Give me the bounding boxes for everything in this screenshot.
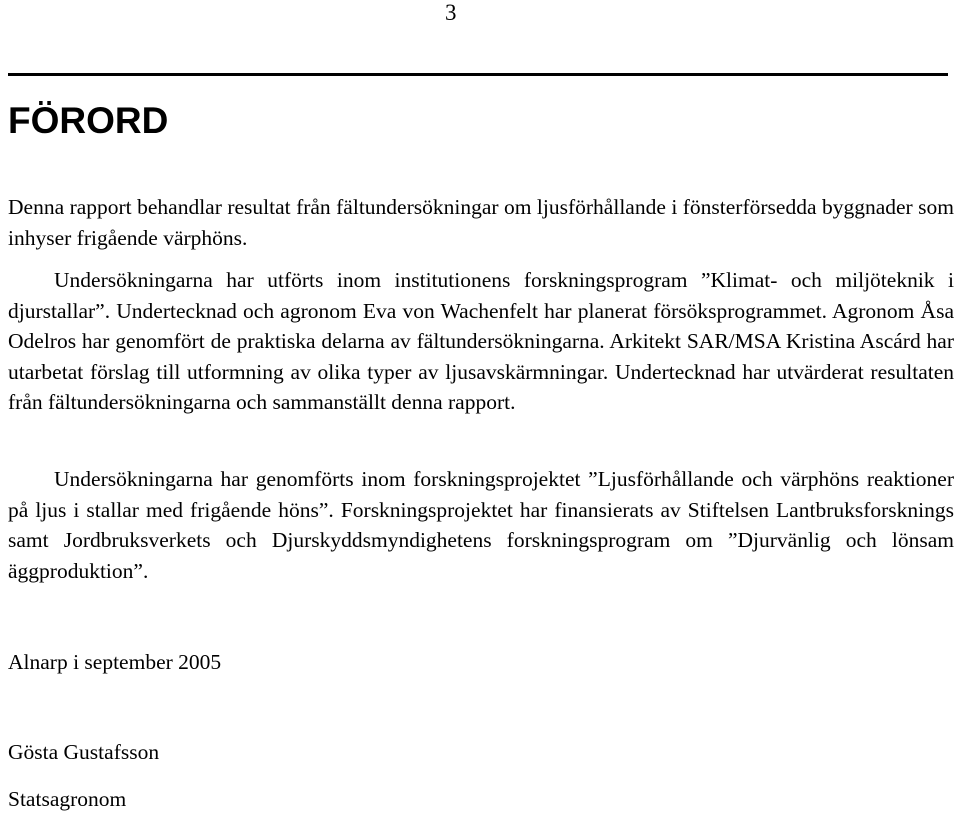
paragraph-intro: Denna rapport behandlar resultat från fältundersökningar om ljusförhållande i fönsterförsedda byggnader som inhyser frigående värphöns.	[8, 195, 954, 250]
signature-title: Statsagronom	[8, 787, 127, 811]
signature-name: Gösta Gustafsson	[8, 740, 160, 764]
paragraph-research-program: Undersökningarna har utförts inom institutionens forskningsprogram ”Klimat- och miljöteknik i djurstallar”. Undertecknad och agronom Eva von Wachenfelt har planerat försöksprogrammet. Agronom Åsa Odelros har genomfört de praktiska delarna av fältundersökningarna. Arkitekt SAR/MSA Kristina Ascárd har utarbetat förslag till utformning av olika typer av ljusavskärmningar. Undertecknad har utvärderat resultaten från fältundersökningarna och sammanställt denna rapport.	[8, 268, 954, 414]
page-number: 3	[445, 0, 457, 25]
place-date: Alnarp i september 2005	[8, 650, 222, 674]
header-rule	[8, 73, 948, 76]
page-title: FÖRORD	[8, 100, 169, 141]
paragraph-funding: Undersökningarna har genomförts inom forskningsprojektet ”Ljusförhållande och värphöns reaktioner på ljus i stallar med frigående höns”. Forskningsprojektet har finansierats av Stiftelsen Lantbruksforsknings samt Jordbruksverkets och Djurskyddsmyndighetens forskningsprogram om ”Djurvänlig och lönsam äggproduktion”.	[8, 467, 954, 583]
